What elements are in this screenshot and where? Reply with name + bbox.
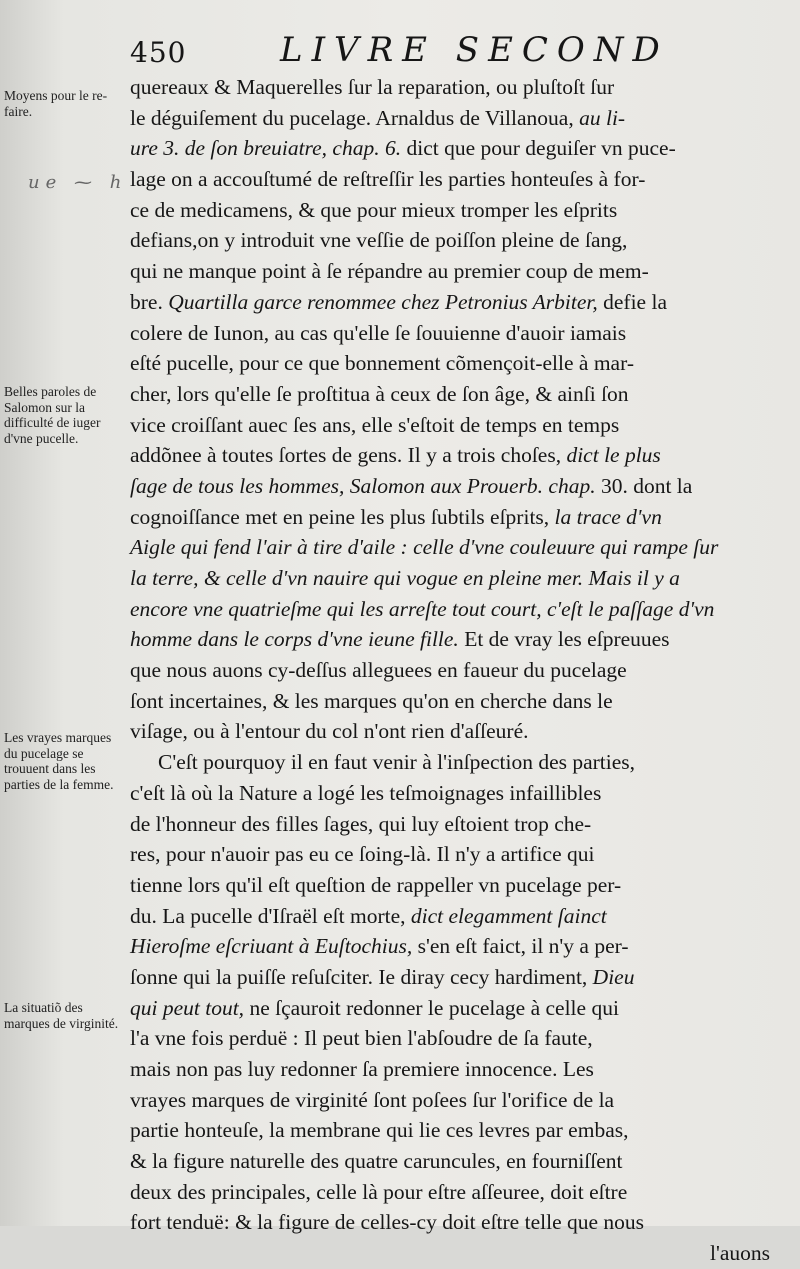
text-segment: fort tenduë: & la figure de celles-cy doit eſtre telle que nous	[130, 1210, 645, 1235]
text-line	[130, 410, 770, 441]
text-segment: qui ne manque point à ſe répandre au premier coup de mem-	[130, 259, 649, 284]
text-line	[130, 318, 770, 349]
italic-text-segment: Aigle qui fend l'air à tire d'aile : celle d'vne couleuure qui rampe ſur	[130, 535, 719, 560]
text-line	[130, 747, 770, 778]
italic-text-segment: qui peut tout,	[130, 995, 245, 1020]
text-segment: mais non pas luy redonner ſa premiere innocence. Les	[130, 1057, 594, 1081]
italic-text-segment: homme dans le corps d'vne ieune fille.	[130, 627, 459, 652]
text-line	[130, 103, 770, 134]
text-segment: c'eſt là où la Nature a logé les teſmoignages infaillibles	[130, 780, 602, 805]
text-line	[130, 256, 770, 287]
text-line	[130, 655, 770, 686]
margin-note-vrayes-marques: Les vrayes marques du pucelage se trouuent dans les parties de la femme.	[4, 730, 114, 792]
text-line	[130, 225, 770, 256]
text-line	[130, 379, 770, 410]
italic-text-segment: la terre, & celle d'vn nauire qui vogue en pleine mer. Mais il y a	[130, 566, 680, 590]
text-segment: ſonne qui la puiſſe reſuſciter. Ie diray cecy hardiment,	[130, 964, 593, 989]
text-line	[130, 778, 770, 809]
text-segment: bre.	[130, 289, 169, 314]
text-line	[130, 1085, 770, 1116]
text-segment: de l'honneur des filles ſages, qui luy eſtoient trop che-	[130, 811, 592, 836]
text-line	[130, 716, 770, 747]
text-line	[130, 870, 770, 901]
text-line	[130, 133, 770, 164]
text-segment: eſté pucelle, pour ce que bonnement cõmençoit-elle à mar-	[130, 351, 634, 376]
body-text	[130, 72, 770, 1269]
text-line	[130, 993, 770, 1024]
text-segment: que nous auons cy-deſſus alleguees en faueur du pucelage	[130, 658, 627, 683]
text-segment: vice croiſſant auec ſes ans, elle s'eſtoit de temps en temps	[130, 412, 620, 437]
text-line	[130, 502, 770, 533]
text-segment: deux des principales, celle là pour eſtre aſſeuree, doit eſtre	[130, 1179, 628, 1204]
text-line	[130, 1054, 770, 1085]
text-line	[130, 594, 770, 625]
text-segment: l'a vne fois perduë : Il peut bien l'abſoudre de ſa faute,	[130, 1026, 593, 1051]
margin-note-belles-paroles: Belles paroles de Salomon sur la difficulté de iuger d'vne pucelle.	[4, 384, 101, 446]
text-line	[130, 195, 770, 226]
text-segment: quereaux & Maquerelles ſur la reparation, ou pluſtoſt ſur	[130, 75, 615, 99]
text-segment: lage on a accouſtumé de reſtreſſir les parties honteuſes à for-	[130, 167, 646, 192]
text-line	[130, 901, 770, 932]
text-line	[130, 809, 770, 840]
text-segment: du. La pucelle d'Iſraël eſt morte,	[130, 903, 411, 928]
text-segment: Et de vray les eſpreuues	[458, 627, 670, 652]
text-segment: viſage, ou à l'entour du col n'ont rien d'aſſeuré.	[130, 719, 529, 744]
italic-text-segment: ſage de tous les hommes, Salomon aux Prouerb. chap.	[130, 473, 596, 498]
text-segment: le déguiſement du pucelage. Arnaldus de Villanoua,	[130, 105, 580, 130]
italic-text-segment: ure 3. de ſon breuiatre, chap. 6.	[130, 136, 402, 161]
margin-note-moyens: Moyens pour le re-faire.	[4, 88, 108, 119]
text-line	[130, 287, 770, 318]
text-line	[130, 1146, 770, 1177]
italic-text-segment: au li-	[579, 105, 626, 130]
text-segment: defie la	[597, 289, 667, 314]
text-segment: partie honteuſe, la membrane qui lie ces levres par embas,	[130, 1118, 629, 1143]
page-header	[130, 28, 770, 72]
text-line	[130, 72, 770, 103]
text-segment: ſont incertaines, & les marques qu'on en cherche dans le	[130, 688, 613, 713]
italic-text-segment: Hieroſme eſcriuant à Euſtochius,	[130, 934, 413, 959]
text-segment: s'en eſt faict, il n'y a per-	[412, 934, 629, 959]
text-line	[130, 686, 770, 717]
italic-text-segment: encore vne quatrieſme qui les arreſte tout court, c'eſt le paſſage d'vn	[130, 596, 715, 621]
text-segment: cognoiſſance met en peine les plus ſubtils eſprits,	[130, 504, 555, 529]
text-segment: 30. dont la	[595, 473, 693, 498]
text-segment: vrayes marques de virginité ſont poſees ſur l'orifice de la	[130, 1087, 615, 1112]
text-line	[130, 563, 770, 594]
italic-text-segment: la trace d'vn	[554, 504, 662, 529]
text-segment: cher, lors qu'elle ſe proſtitua à ceux de ſon âge, & ainſi ſon	[130, 381, 629, 406]
text-segment: colere de Iunon, au cas qu'elle ſe ſouuienne d'auoir iamais	[130, 320, 627, 345]
text-segment: ce de medicamens, & que pour mieux tromper les eſprits	[130, 197, 618, 222]
text-line	[130, 624, 770, 655]
text-segment: l'auons	[709, 1241, 770, 1266]
text-segment: addõnee à toutes ſortes de gens. Il y a trois choſes,	[130, 443, 567, 468]
text-line	[130, 1115, 770, 1146]
page-number: 450	[130, 36, 187, 69]
text-line	[130, 962, 770, 993]
text-line	[130, 1207, 770, 1238]
text-line	[130, 348, 770, 379]
text-line	[130, 471, 770, 502]
italic-text-segment: Dieu	[592, 964, 635, 989]
text-segment: & la figure naturelle des quatre caruncules, en fourniſſent	[130, 1149, 623, 1174]
text-segment: res, pour n'auoir pas eu ce ſoing-là. Il n'y a artifice qui	[130, 842, 595, 867]
text-line	[130, 164, 770, 195]
text-segment: defians,on y introduit vne veſſie de poiſſon pleine de ſang,	[130, 228, 628, 253]
margin-handwritten-scribble: ue ⁓ h	[28, 172, 128, 193]
italic-text-segment: dict elegamment ſainct	[410, 903, 607, 928]
text-line	[130, 839, 770, 870]
text-segment: tienne lors qu'il eſt queſtion de rappeller vn pucelage per-	[130, 872, 622, 897]
text-segment: dict que pour deguiſer vn puce-	[401, 136, 676, 161]
text-line	[130, 931, 770, 962]
italic-text-segment: Quartilla garce renommee chez Petronius Arbiter,	[168, 289, 598, 314]
text-line	[130, 1023, 770, 1054]
text-line	[130, 1177, 770, 1208]
text-segment: ne ſçauroit redonner le pucelage à celle qui	[244, 995, 619, 1020]
text-line	[130, 532, 770, 563]
text-line	[130, 1238, 770, 1269]
text-segment: C'eſt pourquoy il en faut venir à l'inſpection des parties,	[158, 750, 636, 775]
margin-note-situation: La situatiõ des marques de virginité.	[4, 1000, 119, 1031]
italic-text-segment: dict le plus	[566, 443, 661, 468]
running-title: LIVRE SECOND	[280, 30, 669, 70]
text-line	[130, 440, 770, 471]
